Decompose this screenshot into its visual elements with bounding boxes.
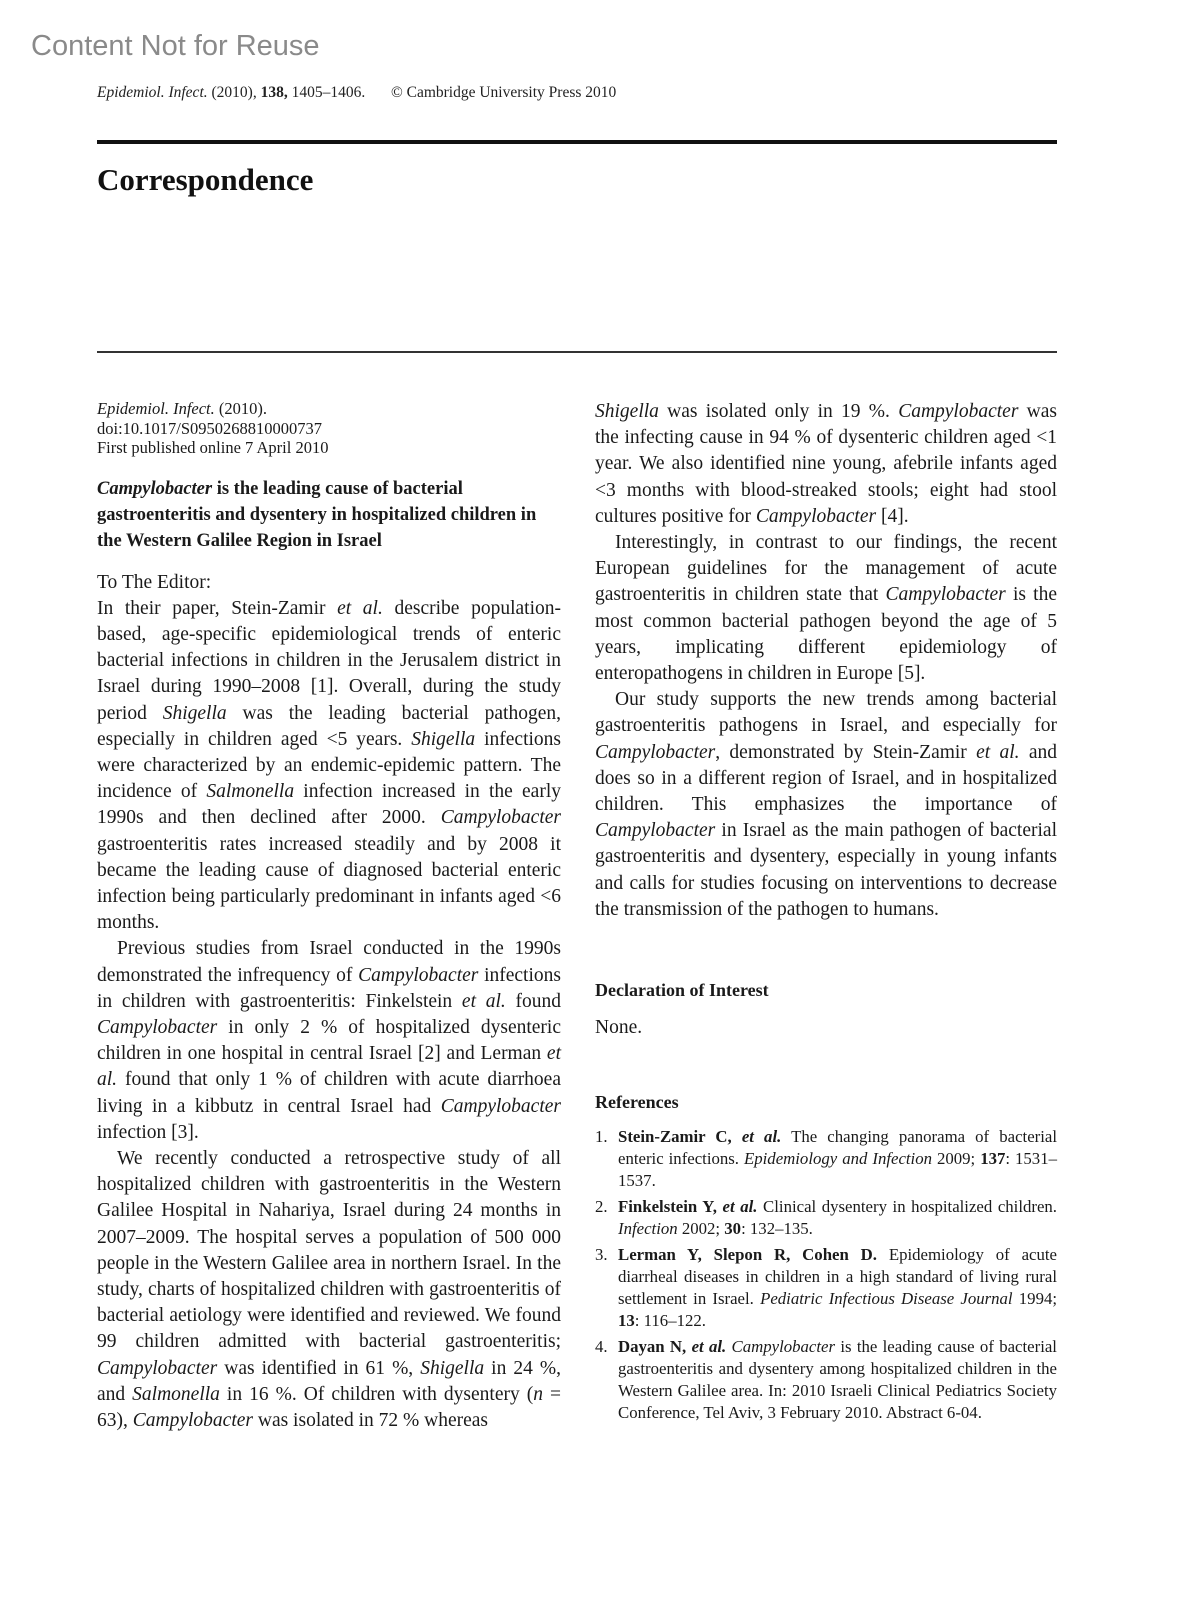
paragraph-1: In their paper, Stein-Zamir et al. describe population-based, age-specific epidemiological trends of enteric bacterial infections in children in the Jerusalem district in Israel during 1990–2008 [1]. Overall, during the study period Shigella was the leading bacterial pathogen, especially in children aged <5 years. Shigella infections were characterized by an endemic-epidemic pattern. The incidence of Salmonella infection increased in the early 1990s and then declined after 2000. Campylobacter gastroenteritis rates increased steadily and by 2008 it became the leading cause of diagnosed bacterial enteric infection being particularly predominant in infants aged <6 months. [97,597,562,934]
meta-journal: Epidemiol. Infect. (2010). [97,399,268,418]
left-column [97,399,561,1434]
journal-citation-header [97,84,616,102]
reference-item: 1. Stein-Zamir C, et al. The changing panorama of bacterial enteric infections. Epidemiology and Infection 2009; 137: 1531–1537. [595,1126,1058,1190]
paragraph-4: Interestingly, in contrast to our findings, the recent European guidelines for the management of acute gastroenteritis in children state that Campylobacter is the most common bacterial pathogen beyond the age of 5 years, implicating different epidemiology of enteropathogens in children in Europe [5]. [595,532,1057,685]
references-heading: References [595,1092,679,1113]
journal-abbrev: Epidemiol. Infect. [97,84,208,101]
watermark: Content Not for Reuse [31,30,320,62]
reference-item: 4. Dayan N, et al. Campylobacter is the leading cause of bacterial gastroenteritis and dysentery among hospitalized children in the Western Galilee area. In: 2010 Israeli Clinical Pediatrics Society Conference, Tel Aviv, 3 February 2010. Abstract 6-04. [595,1336,1057,1422]
reference-list [595,1126,1057,1424]
meta-published: First published online 7 April 2010 [97,438,329,457]
article-meta [97,399,561,458]
citation-year: (2010), [211,84,257,101]
header-rule [97,140,1057,144]
declaration-text: None. [595,1017,643,1039]
salutation: To The Editor: [97,571,212,593]
copyright: © Cambridge University Press 2010 [390,84,617,101]
meta-doi: doi:10.1017/S0950268810000737 [97,418,323,438]
section-title: Correspondence [97,162,314,197]
reference-item: 3. Lerman Y, Slepon R, Cohen D. Epidemiology of acute diarrheal diseases in children in a high standard of living rural settlement in Israel. Pediatric Infectious Disease Journal 1994; 13: 116–122. [595,1244,1058,1330]
declaration-heading: Declaration of Interest [595,980,769,1001]
article-title: Campylobacter is the leading cause of bacterial gastroenteritis and dysentery in hospitalized children in the Western Galilee Region in Israel [97,478,537,551]
volume: 138, [260,84,288,101]
section-rule [97,351,1057,353]
paragraph-5: Our study supports the new trends among bacterial gastroenteritis pathogens in Israel, and especially for Campylobacter, demonstrated by Stein-Zamir et al. and does so in a different region of Israel, and in hospitalized children. This emphasizes the importance of Campylobacter in Israel as the main pathogen of bacterial gastroenteritis and dysentery, especially in young infants and calls for studies focusing on interventions to decrease the transmission of the pathogen to humans. [595,689,1057,920]
paragraph-3: We recently conducted a retrospective study of all hospitalized children with gastroenteritis in the Western Galilee Hospital in Nahariya, Israel during 24 months in 2007–2009. The hospital serves a population of 500 000 people in the Western Galilee area in northern Israel. In the study, charts of hospitalized children with gastroenteritis of bacterial aetiology were identified and reviewed. We found 99 children admitted with bacterial gastroenteritis; Campylobacter was identified in 61 %, Shigella in 24 %, and Salmonella in 16 %. Of children with dysentery (n = 63), Campylobacter was isolated in 72 % whereas [97,1147,561,1431]
right-column [595,399,1057,1428]
paragraph-3-continued: Shigella was isolated only in 19 %. Campylobacter was the infecting cause in 94 % of dysenteric children aged <1 year. We also identified nine young, afebrile infants aged <3 months with blood-streaked stools; eight had stool cultures positive for Campylobacter [4]. [595,401,1058,527]
paragraph-2: Previous studies from Israel conducted in the 1990s demonstrated the infrequency of Campylobacter infections in children with gastroenteritis: Finkelstein et al. found Campylobacter in only 2 % of hospitalized dysenteric children in one hospital in central Israel [2] and Lerman et al. found that only 1 % of children with acute diarrhoea living in a kibbutz in central Israel had Campylobacter infection [3]. [97,938,561,1143]
reference-item: 2. Finkelstein Y, et al. Clinical dysentery in hospitalized children. Infection 2002; 30: 132–135. [595,1196,1058,1238]
pages: 1405–1406. [291,84,366,101]
